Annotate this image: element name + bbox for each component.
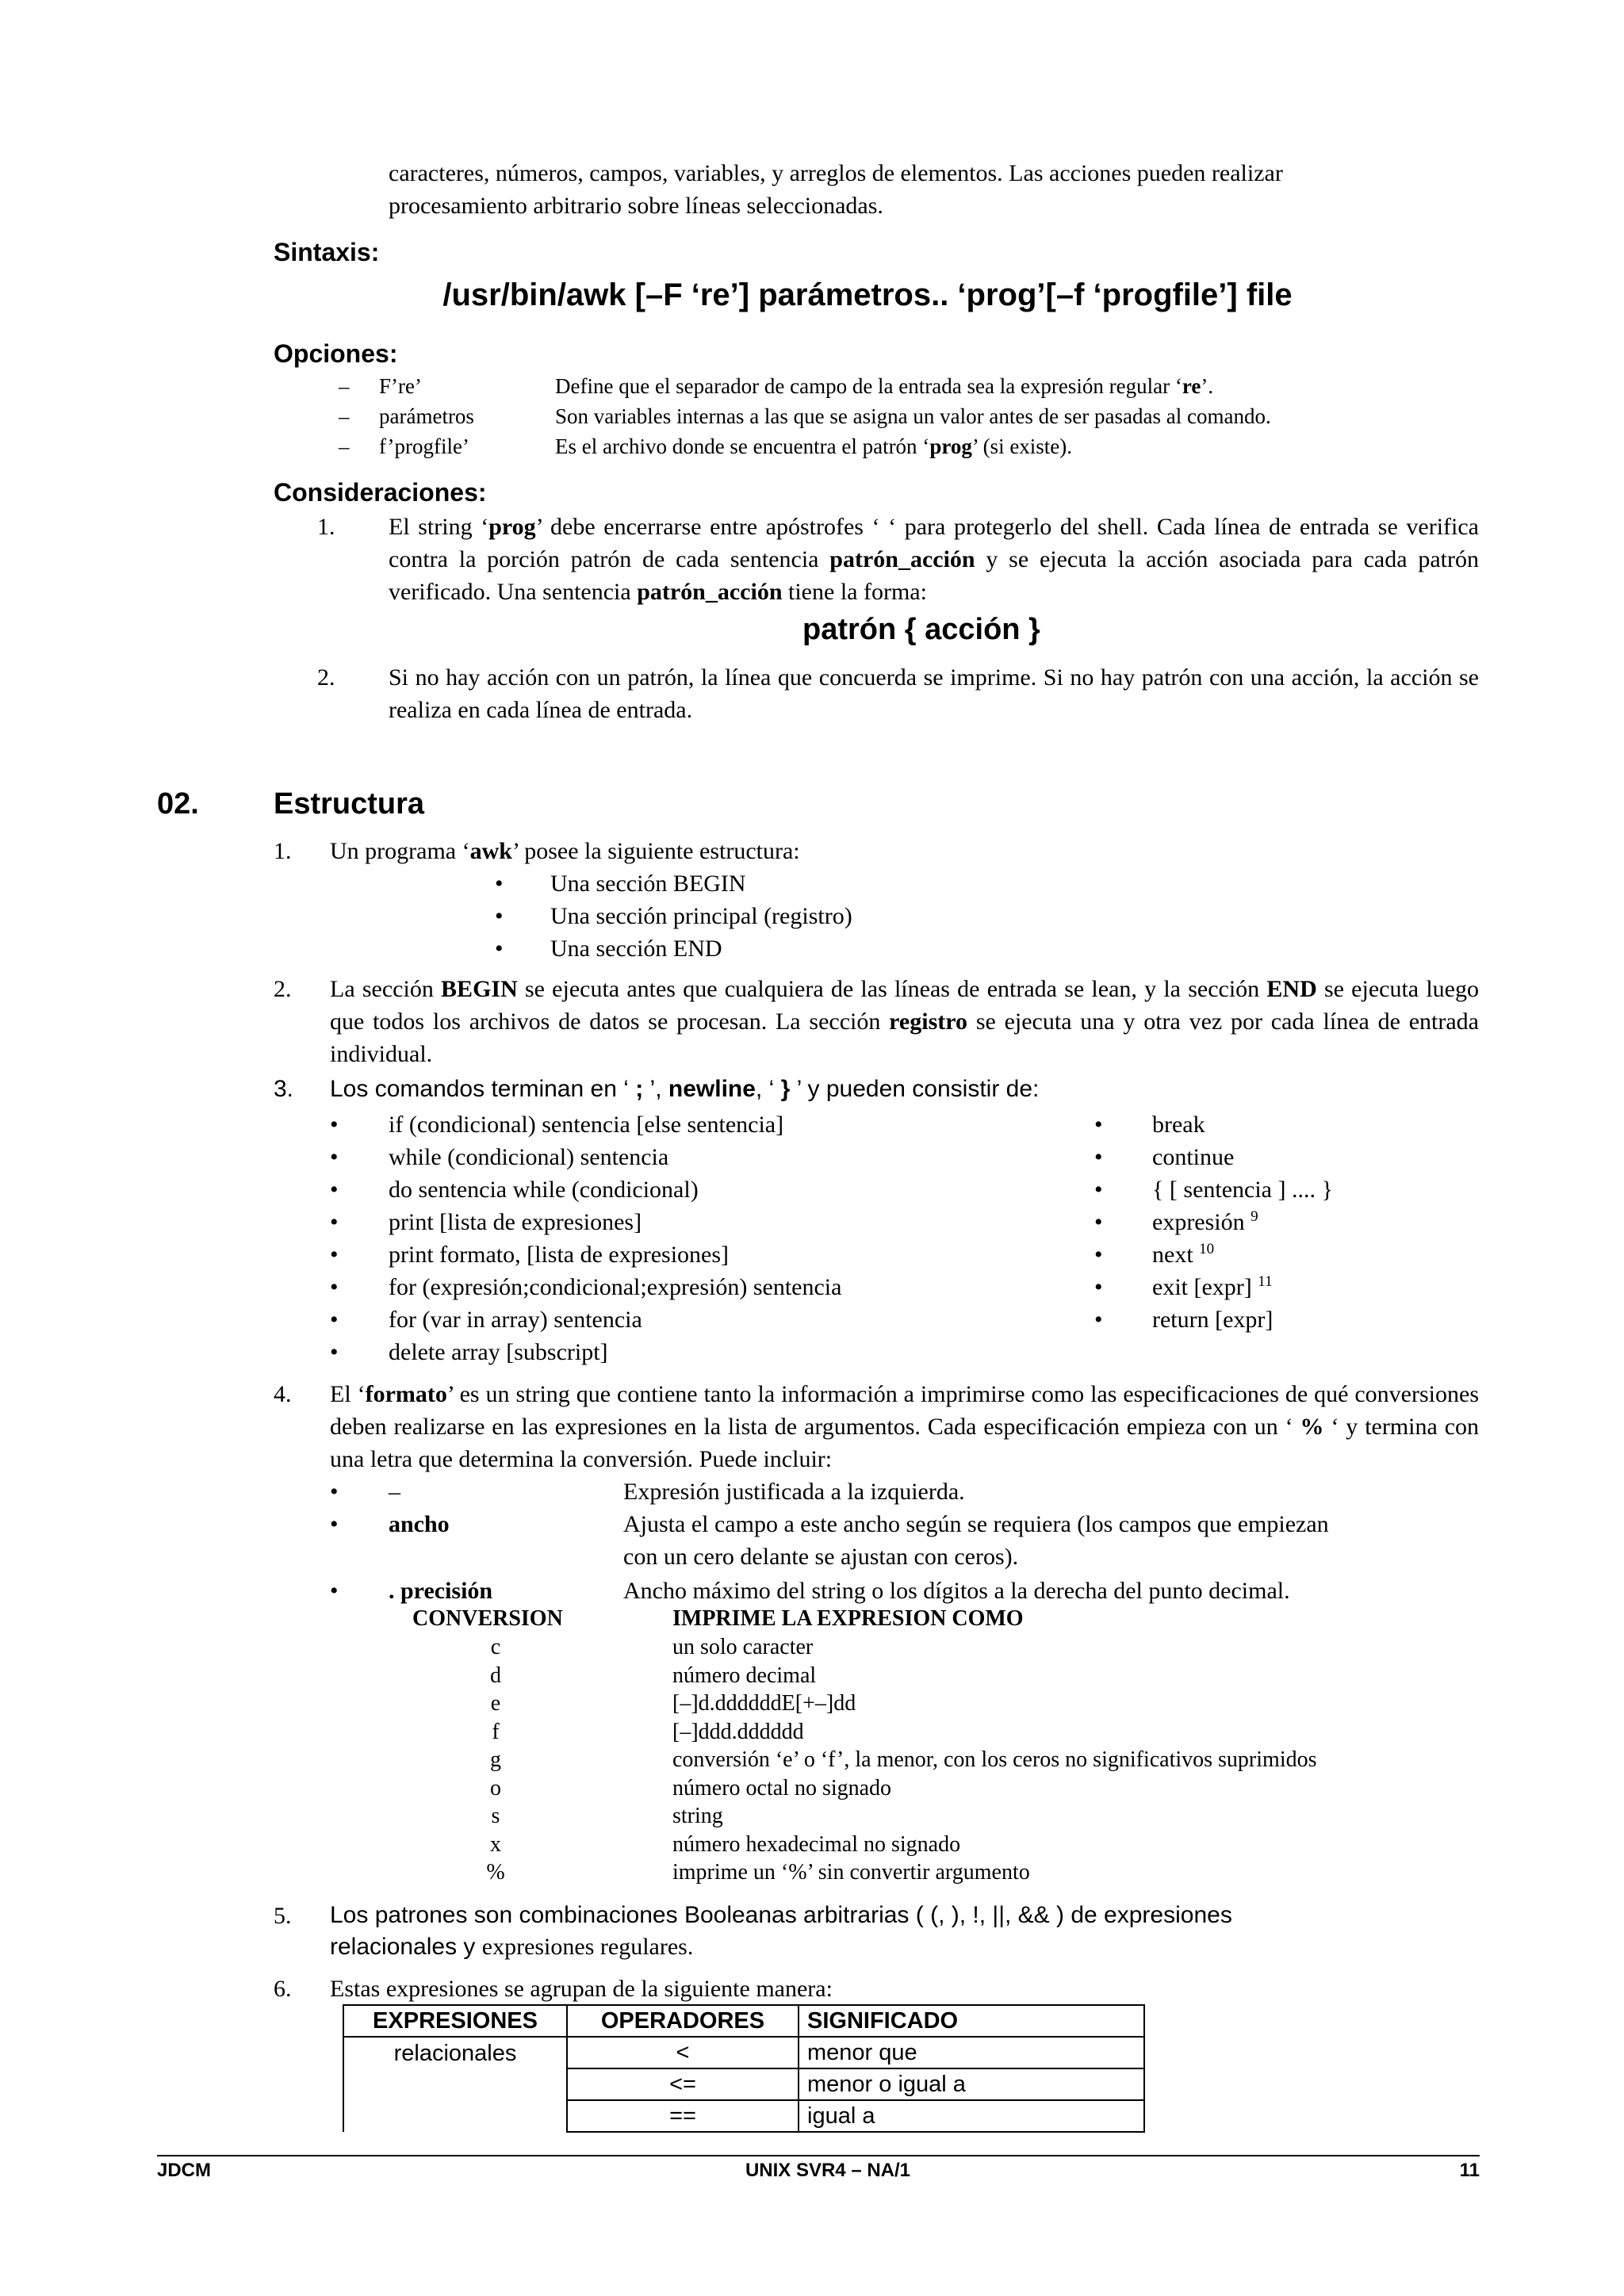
conversion-description: número decimal bbox=[672, 1663, 817, 1688]
option-dash: – bbox=[339, 404, 350, 428]
conversion-code: x bbox=[490, 1832, 501, 1857]
intro-line-2: procesamiento arbitrario sobre líneas seleccionadas. bbox=[389, 193, 883, 219]
command-item: continue bbox=[1152, 1144, 1235, 1170]
table-cell: < bbox=[567, 2037, 799, 2068]
conversion-code: f bbox=[492, 1720, 500, 1744]
opciones-heading: Opciones: bbox=[274, 339, 398, 368]
command-item: { [ sentencia ] .... } bbox=[1152, 1177, 1333, 1203]
command-item: print formato, [lista de expresiones] bbox=[389, 1242, 730, 1268]
bullet: • bbox=[1094, 1144, 1103, 1170]
table-cell: igual a bbox=[799, 2100, 1144, 2132]
format-option-name: . precisión bbox=[389, 1578, 493, 1604]
command-item: break bbox=[1152, 1112, 1205, 1138]
table-cell: <= bbox=[567, 2068, 799, 2100]
conversion-code: % bbox=[486, 1860, 505, 1885]
option-dash: – bbox=[339, 434, 350, 458]
command-item: return [expr] bbox=[1152, 1307, 1274, 1333]
conversion-description: string bbox=[672, 1804, 723, 1828]
conversion-code: o bbox=[490, 1776, 501, 1800]
item-number: 6. bbox=[274, 1976, 292, 2002]
option-name: f’progfile’ bbox=[379, 434, 469, 458]
format-option-name: – bbox=[389, 1479, 400, 1505]
format-option-desc: Ancho máximo del string o los dígitos a la derecha del punto decimal. bbox=[623, 1578, 1290, 1604]
estructura-5-line-2: relacionales y expresiones regulares. bbox=[330, 1934, 694, 1960]
bullet: • bbox=[330, 1274, 339, 1300]
table-header: EXPRESIONES bbox=[343, 2005, 567, 2037]
item-number: 4. bbox=[274, 1381, 292, 1407]
bullet: • bbox=[330, 1307, 339, 1333]
section-list-item: Una sección principal (registro) bbox=[550, 903, 852, 929]
conversion-description: un solo caracter bbox=[672, 1635, 814, 1659]
bullet: • bbox=[330, 1112, 339, 1138]
estructura-3-text: Los comandos terminan en ‘ ; ’, newline, ‘ } ’ y pueden consistir de: bbox=[330, 1076, 1040, 1102]
consideracion-2-text: Si no hay acción con un patrón, la línea que concuerda se imprime. Si no hay patrón con una acción, la acción se realiza en cada línea de entrada. bbox=[389, 664, 1479, 723]
option-desc: Es el archivo donde se encuentra el patrón ‘prog’ (si existe). bbox=[555, 434, 1073, 458]
option-desc: Define que el separador de campo de la entrada sea la expresión regular ‘re’. bbox=[555, 374, 1214, 398]
command-item: exit [expr] $^{11}$ bbox=[1152, 1273, 1273, 1300]
format-option-desc: Ajusta el campo a este ancho según se requiera (los campos que empiezan bbox=[623, 1511, 1329, 1537]
command-item: delete array [subscript] bbox=[389, 1339, 608, 1365]
estructura-4-text: El ‘formato’ es un string que contiene tanto la información a imprimirse como las especificaciones de qué conversiones deben realizarse en las expresiones en la lista de argumentos. Cada especificación empieza con un ‘ % ‘ y termina con una letra que determina la conversión. Puede incluir: bbox=[330, 1381, 1480, 1472]
estructura-1-text: Un programa ‘awk’ posee la siguiente estructura: bbox=[330, 838, 800, 864]
conversion-code: e bbox=[490, 1691, 501, 1716]
table-cell: menor que bbox=[799, 2037, 1144, 2068]
conversion-description: [–]d.ddddddE[+–]dd bbox=[672, 1691, 856, 1716]
estructura-6-text: Estas expresiones se agrupan de la siguiente manera: bbox=[330, 1976, 833, 2002]
footer-center: UNIX SVR4 – NA/1 bbox=[745, 2160, 911, 2181]
option-name: parámetros bbox=[379, 404, 474, 428]
item-number: 1. bbox=[274, 838, 292, 864]
expressions-table bbox=[343, 2004, 1145, 2133]
table-row bbox=[343, 2037, 1144, 2068]
sintaxis-command: /usr/bin/awk [–F ‘re’] parámetros.. ‘prog’[–f ‘progfile’] file bbox=[442, 277, 1293, 312]
item-number: 1. bbox=[317, 514, 335, 540]
conversion-code: d bbox=[490, 1663, 501, 1688]
bullet: • bbox=[495, 936, 504, 962]
bullet: • bbox=[1094, 1274, 1103, 1300]
option-dash: – bbox=[339, 374, 350, 398]
command-item: if (condicional) sentencia [else sentencia] bbox=[389, 1112, 784, 1138]
section-list-item: Una sección END bbox=[550, 936, 722, 962]
table-row bbox=[343, 2068, 1144, 2100]
estructura-2-text: La sección BEGIN se ejecuta antes que cualquiera de las líneas de entrada se lean, y la sección END se ejecuta luego que todos los archivos de datos se procesan. La sección registro se ejecuta una y otra vez por cada línea de entrada individual. bbox=[330, 976, 1479, 1067]
conversion-description: [–]ddd.dddddd bbox=[672, 1720, 804, 1744]
bullet: • bbox=[330, 1209, 339, 1235]
consideracion-1-text: El string ‘prog’ debe encerrarse entre apóstrofes ‘ ‘ para protegerlo del shell. Cada línea de entrada se verifica contra la porción patrón de cada sentencia patrón_acción y se ejecuta la acción asociada para cada patrón verificado. Una sentencia patrón_acción tiene la forma: bbox=[389, 514, 1479, 605]
table-cell bbox=[343, 2068, 567, 2100]
conversion-description: número hexadecimal no signado bbox=[672, 1832, 961, 1857]
command-item: expresión $^9$ bbox=[1152, 1208, 1258, 1235]
bullet: • bbox=[1094, 1242, 1103, 1268]
intro-line-1: caracteres, números, campos, variables, y arreglos de elementos. Las acciones pueden realizar bbox=[389, 160, 1283, 186]
section-number: 02. bbox=[157, 787, 199, 821]
table-cell: relacionales bbox=[343, 2037, 567, 2068]
item-number: 3. bbox=[274, 1076, 294, 1102]
bullet: • bbox=[330, 1339, 339, 1365]
command-item: for (expresión;condicional;expresión) sentencia bbox=[389, 1274, 842, 1300]
option-desc: Son variables internas a las que se asigna un valor antes de ser pasadas al comando. bbox=[555, 404, 1271, 428]
table-header: OPERADORES bbox=[567, 2005, 799, 2037]
sintaxis-heading: Sintaxis: bbox=[274, 238, 380, 266]
command-item: print [lista de expresiones] bbox=[389, 1209, 642, 1235]
command-item: for (var in array) sentencia bbox=[389, 1307, 642, 1333]
conversion-code: g bbox=[490, 1747, 501, 1772]
estructura-5-line-1: Los patrones son combinaciones Booleanas arbitrarias ( (, ), !, ||, && ) de expresiones bbox=[330, 1902, 1232, 1928]
footer-rule bbox=[157, 2155, 1480, 2156]
patron-accion-form: patrón { acción } bbox=[802, 613, 1040, 646]
bullet: • bbox=[1094, 1307, 1103, 1333]
bullet: • bbox=[330, 1242, 339, 1268]
command-item: next $^{10}$ bbox=[1152, 1241, 1215, 1268]
bullet: • bbox=[495, 871, 504, 897]
conversion-description: imprime un ‘%’ sin convertir argumento bbox=[672, 1860, 1030, 1885]
command-item: while (condicional) sentencia bbox=[389, 1144, 669, 1170]
bullet: • bbox=[495, 903, 504, 929]
format-option-name: ancho bbox=[389, 1511, 450, 1537]
bullet: • bbox=[1094, 1112, 1103, 1138]
bullet: • bbox=[1094, 1209, 1103, 1235]
bullet: • bbox=[330, 1144, 339, 1170]
section-title: Estructura bbox=[274, 787, 425, 821]
table-row bbox=[343, 2100, 1144, 2132]
item-number: 5. bbox=[274, 1903, 292, 1929]
consideraciones-heading: Consideraciones: bbox=[274, 478, 487, 507]
section-list-item: Una sección BEGIN bbox=[550, 871, 746, 897]
footer-left: JDCM bbox=[157, 2160, 212, 2181]
format-option-desc: Expresión justificada a la izquierda. bbox=[623, 1479, 965, 1505]
conversion-code: c bbox=[490, 1635, 501, 1659]
option-name: F’re’ bbox=[379, 374, 422, 398]
conversion-description: número octal no signado bbox=[672, 1776, 892, 1800]
format-option-desc: con un cero delante se ajustan con ceros). bbox=[623, 1544, 1019, 1570]
table-cell: menor o igual a bbox=[799, 2068, 1144, 2100]
item-number: 2. bbox=[274, 976, 292, 1002]
bullet: • bbox=[330, 1479, 339, 1505]
bullet: • bbox=[330, 1177, 339, 1203]
bullet: • bbox=[330, 1578, 339, 1604]
conversion-description: conversión ‘e’ o ‘f’, la menor, con los ceros no significativos suprimidos bbox=[672, 1747, 1317, 1772]
bullet: • bbox=[1094, 1177, 1103, 1203]
table-header: SIGNIFICADO bbox=[799, 2005, 1144, 2037]
conversion-code: s bbox=[491, 1804, 500, 1828]
conversion-header: CONVERSION bbox=[412, 1606, 563, 1631]
item-number: 2. bbox=[317, 664, 335, 691]
conversion-header: IMPRIME LA EXPRESION COMO bbox=[672, 1606, 1024, 1631]
bullet: • bbox=[330, 1511, 339, 1537]
table-cell bbox=[343, 2100, 567, 2132]
table-header-row bbox=[343, 2005, 1144, 2037]
table-cell: == bbox=[567, 2100, 799, 2132]
command-item: do sentencia while (condicional) bbox=[389, 1177, 699, 1203]
page-number: 11 bbox=[1459, 2160, 1480, 2181]
